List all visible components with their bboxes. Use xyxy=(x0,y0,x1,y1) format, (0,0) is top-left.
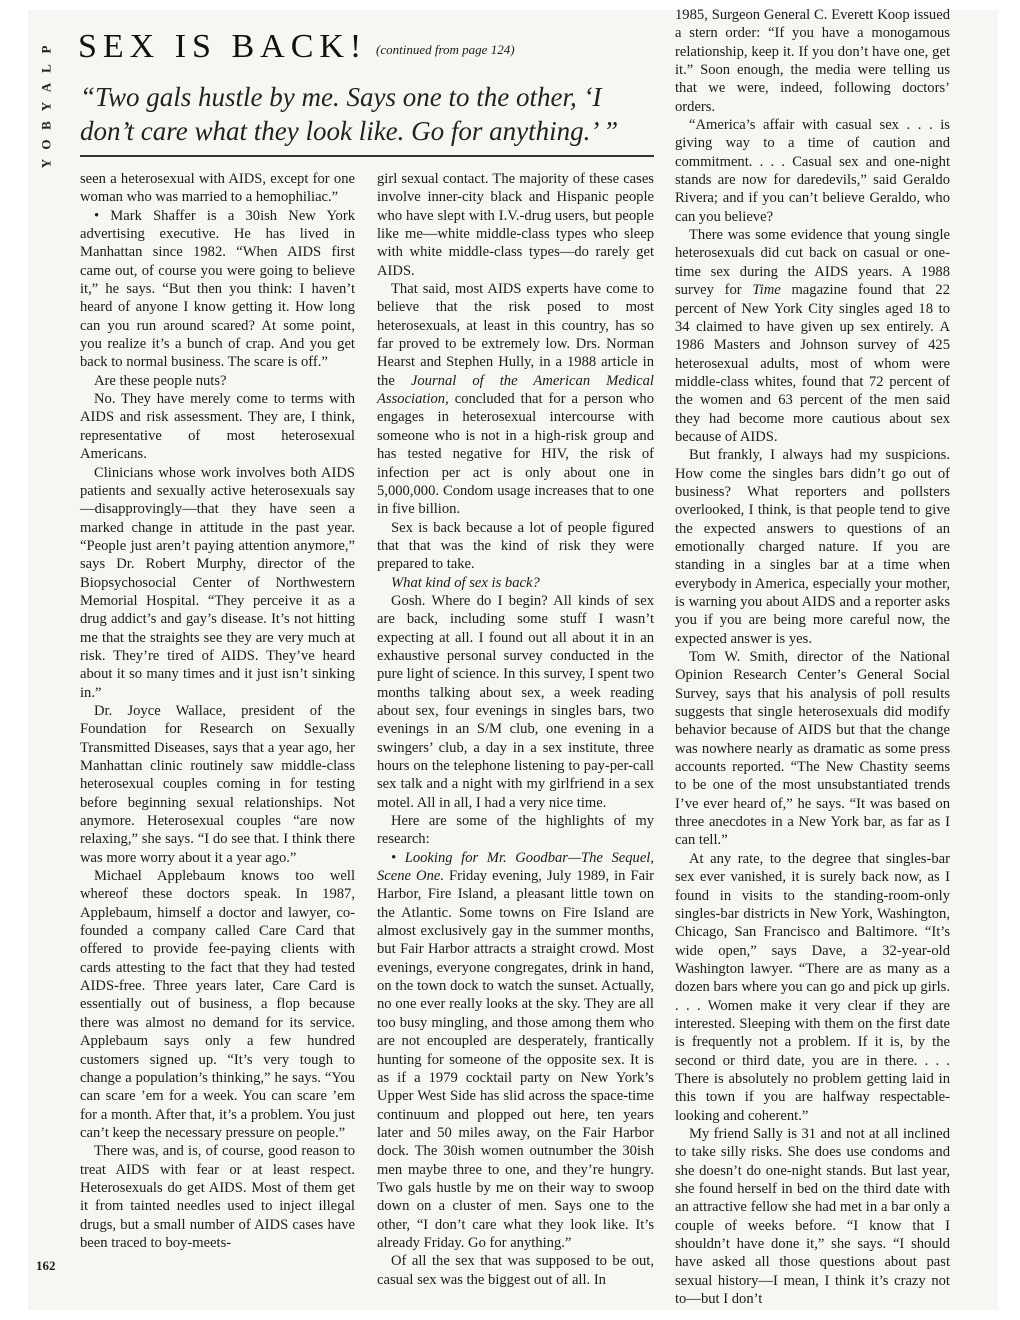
logo-letter: L xyxy=(38,64,54,73)
paragraph: Sex is back because a lot of people figured that that was the kind of risk they were prepared to take. xyxy=(377,519,654,573)
continued-note: (continued from page 124) xyxy=(376,42,515,57)
paragraph: Are these people nuts? xyxy=(94,372,227,389)
divider-rule xyxy=(80,155,654,157)
logo-letter: O xyxy=(38,139,54,150)
logo-letter: B xyxy=(38,121,54,130)
pull-quote: “Two gals hustle by me. Says one to the other, ‘I don’t care what they look like. Go for anything.’ ” xyxy=(80,82,619,146)
text-run: There was some evidence that young single heterosexuals did cut back on casual or one-time sex during the AIDS years. A 1988 survey for xyxy=(675,227,950,299)
logo-letter: A xyxy=(38,82,54,93)
magazine-logo-vertical xyxy=(38,40,54,173)
text-run: , concluded that for a person who engages in heterosexual intercourse with someone who is not in a high-risk group and has tested negative for HIV, the risk of infection per act is only about one in 5,000,000. Condom usage increases that to one in five billion. xyxy=(377,391,654,518)
paragraph: At any rate, to the degree that singles-bar sex ever vanished, it is surely back now, as I found in visits to the standing-room-only singles-bar districts in New York, Washington, Chicago, San Francisco and Baltimore. “It’s wide open,” says Dave, a 32-year-old Washington lawyer. “There are as many as a dozen bars where you can go and pick up girls. . . . Women make it very clear if they are interested. Sleeping with them on the first date is frequently not a problem. If it is, by the second or third date, you are in there. . . . There is absolutely no problem getting laid in this town if you are halfway respectable-looking and coherent.” xyxy=(675,850,950,1124)
paragraph: No. They have merely come to terms with AIDS and risk assessment. They are, I think, representative of most heterosexual Americans. xyxy=(80,391,355,463)
paragraph xyxy=(377,280,654,518)
article-title: SEX IS BACK! xyxy=(78,28,368,65)
magazine-title: Time xyxy=(752,282,781,299)
column-3 xyxy=(675,6,950,1308)
logo-letter: Y xyxy=(38,158,54,169)
paragraph xyxy=(675,226,950,446)
paragraph: Clinicians whose work involves both AIDS patients and sexually active heterosexuals say—disapprovingly—that they have seen a marked change in attitude in the past year. “People just aren’t paying attention anymore,” says Dr. Robert Murphy, director of the Biopsychosocial Center of Northwestern Memorial Hospital. “They perceive it as a drug addict’s and gay’s disease. It’s not hitting me that the straights see they are very much at risk. They’re tired of AIDS. They’ve heard about it so many times and it just isn’t sinking in.” xyxy=(80,464,355,701)
paragraph: 1985, Surgeon General C. Everett Koop issued a stern order: “If you have a monogamous relationship, keep it. If you don’t have one, get it.” Soon enough, the media were telling us that we were, indeed, following doctors’ orders. xyxy=(675,7,950,115)
paragraph: My friend Sally is 31 and not at all inclined to take silly risks. She does use condoms and she doesn’t do one-night stands. But last year, she found herself in bed on the third date with an attractive fellow she had met in a bar only a couple of weeks before. “I know that I shouldn’t have done it,” she says. “I should have asked all those questions about past sexual history—I mean, I think it’s crazy not to—but I don’t xyxy=(675,1125,950,1308)
scene-heading: • Looking for Mr. Goodbar—The Sequel, Scene One. xyxy=(377,849,654,885)
paragraph: Dr. Joyce Wallace, president of the Foundation for Research on Sexually Transmitted Diseases, says that a year ago, her Manhattan clinic routinely saw middle-class heterosexual couples coming in for testing before beginning sexual relationships. Not anymore. Heterosexual couples “are now relaxing,” she says. “I do see that. I think there was more worry about it a year ago.” xyxy=(80,702,355,866)
column-1 xyxy=(80,170,355,1252)
text-run: Friday evening, July 1989, in Fair Harbor, Fire Island, a pleasant little town on the Atlantic. Some towns on Fire Island are almost exclusively gay in the summer months, but Fair Harbor attracts a straight crowd. Most evenings, everyone congregates, drink in hand, on the town dock to watch the sunset. Actually, no one ever really looks at the sky. They are all too busy mingling, and those among them who are not encoupled are desperately, frantically hunting for someone of the opposite sex. It is as if a 1979 cocktail party on New York’s Upper West Side has slid across the space-time continuum and plopped out here, ten years later and 50 miles away, on the Fair Harbor dock. The 30ish women outnumber the 30ish men maybe three to one, and they’re hungry. Two gals hustle by me on their way to swoop down on a cluster of men. Says one to the other, “I don’t care what they look like. It’s already Friday. Go for anything.” xyxy=(377,868,654,1251)
paragraph: “America’s affair with casual sex . . . is giving way to a time of caution and commitment. . . . Casual sex and one-night stands are now for daredevils,” said Geraldo Rivera; and if you can’t believe Geraldo, who can you believe? xyxy=(675,117,950,225)
paragraph: seen a heterosexual with AIDS, except for one woman who was married to a hemophiliac.” xyxy=(80,171,355,206)
paragraph: Michael Applebaum knows too well whereof these doctors speak. In 1987, Applebaum, himself a doctor and lawyer, co-founded a company called Care Card that offered to provide fee-paying clients with cards attesting to the fact that they had tested AIDS-free. Three years later, Care Card is essentially out of business, a flop because there was almost no demand for its service. Applebaum says only a few hundred customers signed up. “It’s very tough to change a population’s thinking,” he says. “You can scare ’em for a week. You can scare ’em for a month. After that, it’s a problem. You just can’t keep the necessary pressure on people.” xyxy=(80,868,355,1141)
subheading: What kind of sex is back? xyxy=(391,574,540,591)
column-2 xyxy=(377,170,654,1289)
paragraph: • Mark Shaffer is a 30ish New York advertising executive. He has lived in Manhattan since 1982. “When AIDS first came out, of course you were going to believe it,” he says. “But then you think: I haven’t heard of anyone I know getting it. How long can you run around scared? At some point, you realize it’s a bunch of crap. And you get back to normal business. The scare is off.” xyxy=(80,207,355,371)
paragraph: Tom W. Smith, director of the National Opinion Research Center’s General Social Survey, says that his analysis of poll results suggests that single heterosexuals did modify behavior because of AIDS but that the change was nowhere nearly as dramatic as some press accounts reported. “The New Chastity seems to be one of the most unsubstantiated trends I’ve ever heard of,” he says. “It was based on three anecdotes in a New York bar, as far as I can tell.” xyxy=(675,649,950,849)
page-number: 162 xyxy=(36,1258,56,1273)
paragraph: Of all the sex that was supposed to be out, casual sex was the biggest out of all. In xyxy=(377,1253,654,1288)
paragraph: Gosh. Where do I begin? All kinds of sex are back, including some stuff I wasn’t expecting at all. I found out all about it in an exhaustive personal survey conducted in the pure light of science. In this survey, I spent two months talking about sex, a week reading about sex, four evenings in singles bars, two evenings in an S/M club, one evening in a swingers’ club, a day in a sex institute, three hours on the telephone listening to pay-per-call sex talk and a night with my girlfriend in a sex motel. All in all, I had a very nice time. xyxy=(377,592,654,811)
paragraph: Here are some of the highlights of my research: xyxy=(377,813,654,848)
paragraph: There was, and is, of course, good reason to treat AIDS with fear or at least respect. Heterosexuals do get AIDS. Most of them get it from tainted needles used to inject illegal drugs, but a small number of AIDS cases have been traced to boy-meets- xyxy=(80,1143,355,1251)
logo-letter: Y xyxy=(38,101,54,112)
logo-letter: P xyxy=(38,45,54,54)
text-run: magazine found that 22 percent of New York City singles aged 18 to 34 claimed to have given up sex entirely. A 1986 Masters and Johnson survey of 425 heterosexual adults, most of whom were middle-class whites, found that 72 percent of the women and 63 percent of the men said they had become more cautious about sex because of AIDS. xyxy=(675,282,950,445)
text-run: That said, most AIDS experts have come to believe that the risk posed to most heterosexuals, at least in this country, has so far proved to be extremely low. Drs. Norman Hearst and Stephen Hully, in a 1988 article in the xyxy=(377,281,654,389)
paragraph xyxy=(377,849,654,1253)
paragraph: girl sexual contact. The majority of these cases involve inner-city black and Hispanic people who have slept with I.V.-drug users, but people like me—white middle-class types who sleep with white middle-class types—do rarely get AIDS. xyxy=(377,171,654,279)
paragraph: But frankly, I always had my suspicions. How come the singles bars didn’t go out of business? What reporters and pollsters overlooked, I think, is that people tend to give the expected answers to questions of an emotionally charged nature. If you are standing in a singles bar at a time when everybody in America, especially your mother, is warning you about AIDS and a reporter asks you if you are being more careful now, the expected answer is yes. xyxy=(675,447,950,647)
journal-title: Journal of the American Medical Association xyxy=(377,372,654,408)
paragraph-italic xyxy=(377,574,654,592)
